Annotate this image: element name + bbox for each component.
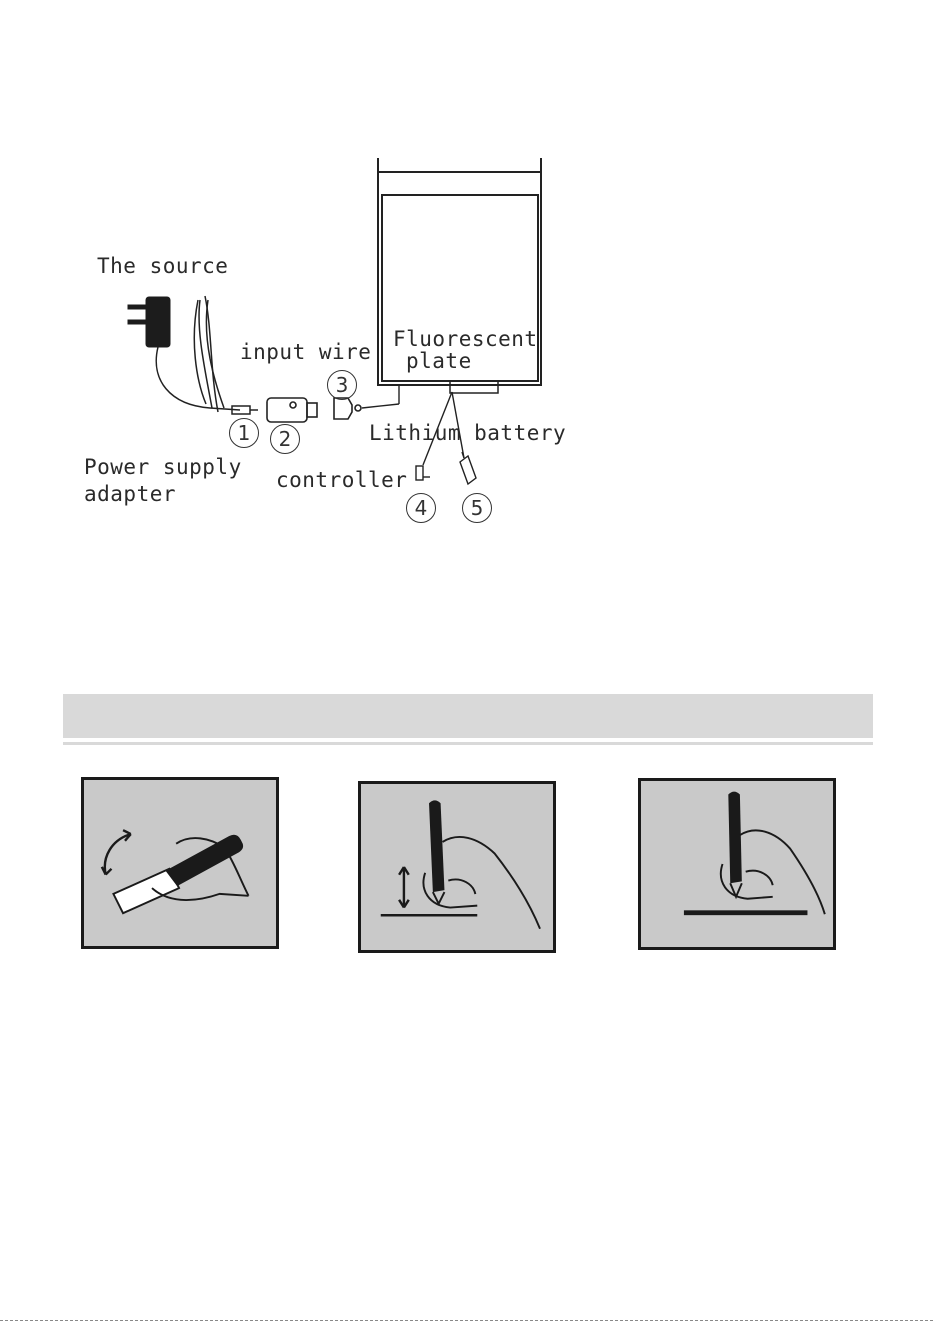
pen-cap-rotate-icon [84,780,276,946]
label-input-wire: input wire [240,340,372,364]
label-plate: plate [406,349,472,373]
label-power-supply: Power supply [84,455,242,479]
callout-2: 2 [270,424,300,454]
pen-vertical-press-icon [361,784,553,950]
label-fluorescent: Fluorescent [393,327,538,351]
pen-draw-on-surface-icon [641,781,833,947]
step-panel-2 [358,781,556,953]
power-adapter-icon [128,297,170,347]
label-the-source: The source [97,254,229,278]
usb-module-icon [267,398,317,422]
input-connector-icon [334,398,361,419]
section-divider [63,742,873,745]
lithium-battery-icon [460,452,476,484]
controller-icon [416,466,430,480]
label-lithium-battery: Lithium battery [369,421,567,445]
label-controller: controller [276,468,408,492]
callout-1: 1 [229,418,259,448]
label-adapter: adapter [84,482,177,506]
plate-connector [450,381,498,393]
page-bottom-edge [0,1320,933,1321]
callout-4: 4 [406,493,436,523]
section-heading-bar [63,694,873,738]
connection-diagram [0,0,933,560]
callout-3: 3 [327,370,357,400]
step-panel-1 [81,777,279,949]
step-panel-3 [638,778,836,950]
callout-5: 5 [462,493,492,523]
